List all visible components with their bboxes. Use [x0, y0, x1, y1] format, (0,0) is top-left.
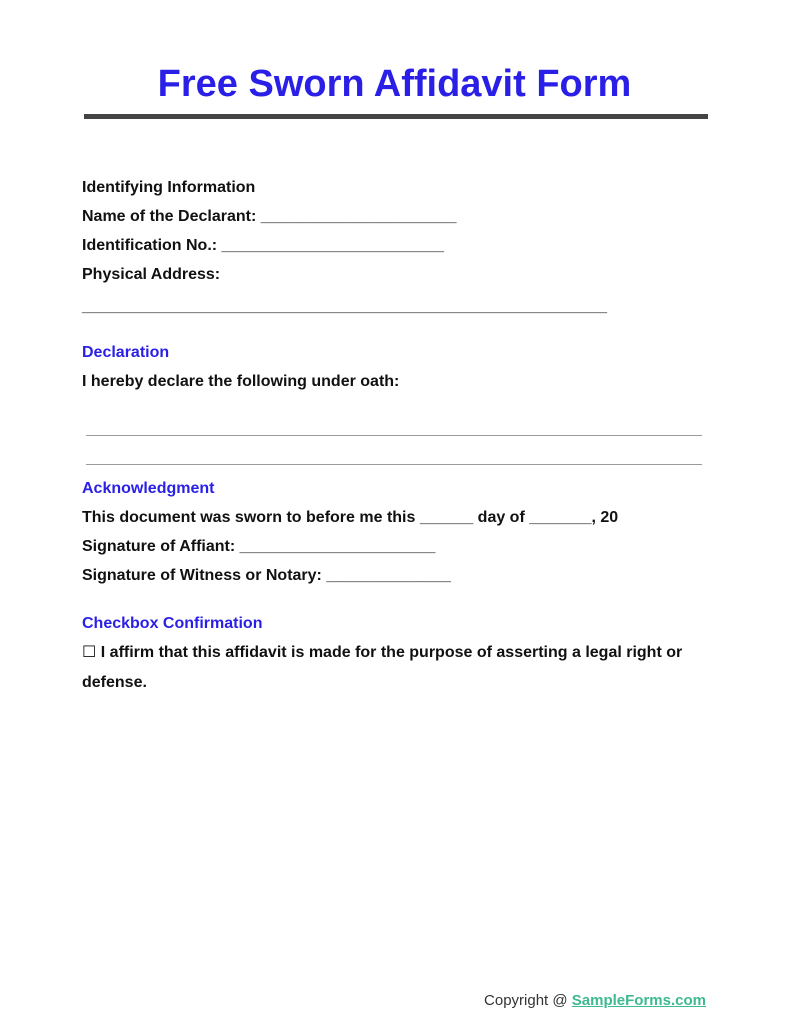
copyright-text: Copyright @: [484, 992, 572, 1009]
physical-address-line: ___________________________________________________________: [82, 298, 608, 315]
declaration-statement: I hereby declare the following under oath:: [82, 373, 400, 390]
affirmation-checkbox-line-1: ☐ I affirm that this affidavit is made for the purpose of asserting a legal right or: [82, 644, 683, 661]
affirmation-checkbox-line-2: defense.: [82, 674, 147, 691]
identification-number-field: Identification No.: _________________________: [82, 237, 445, 254]
declaration-heading: Declaration: [82, 344, 170, 361]
declaration-writing-line-2: [86, 464, 702, 465]
physical-address-label: Physical Address:: [82, 266, 221, 283]
brand-link[interactable]: SampleForms.com: [571, 992, 706, 1009]
acknowledgment-heading: Acknowledgment: [82, 480, 215, 497]
witness-signature-field: Signature of Witness or Notary: ______________: [82, 567, 451, 584]
identifying-heading: Identifying Information: [82, 179, 256, 196]
checkbox-confirmation-heading: Checkbox Confirmation: [82, 615, 263, 632]
footer-copyright: [484, 991, 706, 1011]
sworn-date-line: This document was sworn to before me this ______ day of _______, 20: [82, 509, 619, 526]
page-title: Free Sworn Affidavit Form: [157, 63, 632, 105]
title-divider: [84, 114, 708, 119]
declarant-name-field: Name of the Declarant: ______________________: [82, 208, 457, 225]
declaration-writing-line-1: [86, 435, 702, 436]
affiant-signature-field: Signature of Affiant: ______________________: [82, 538, 436, 555]
